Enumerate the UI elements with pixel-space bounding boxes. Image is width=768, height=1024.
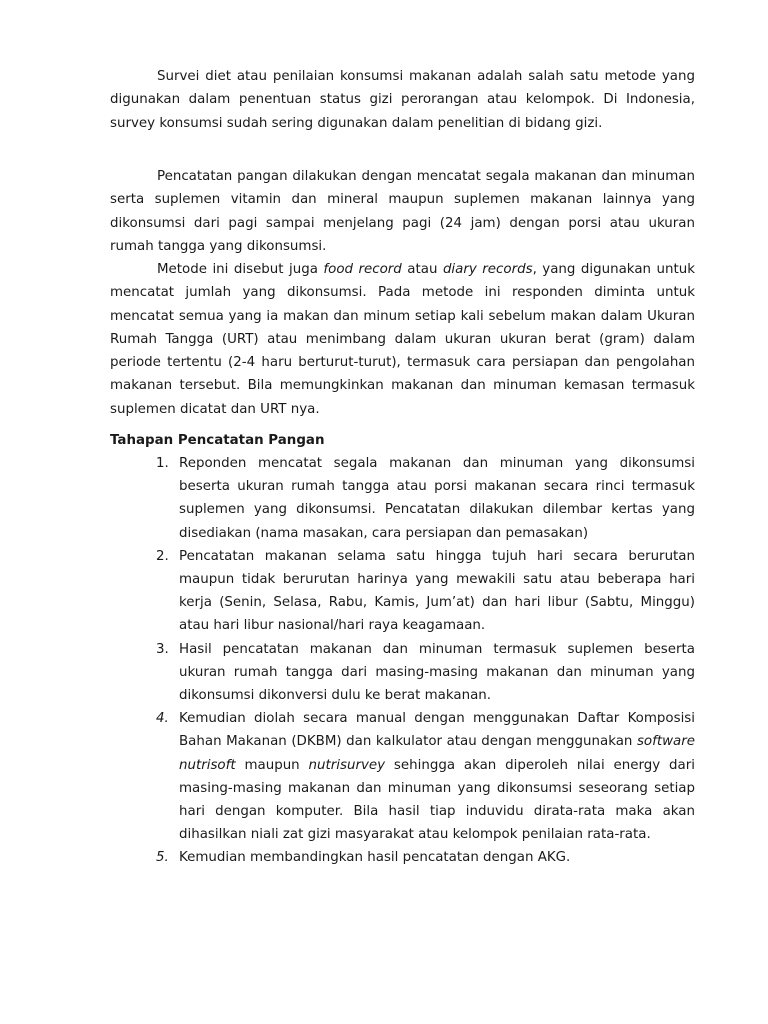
paragraph-method — [110, 258, 695, 421]
text-run: , yang digunakan untuk mencatat jumlah yang dikonsumsi. Pada metode ini responden diminta untuk mencatat semua yang ia makan dan minum setiap kali sebelum makan dalam Ukuran Rumah Tangga (URT) atau menimbang dalam ukuran ukuran berat (gram) dalam periode tertentu (2-4 haru berturut-turut), termasuk cara persiapan dan pengolahan makanan tersebut. Bila memungkinkan makanan dan minuman kemasan termasuk suplemen dicatat dan URT nya. — [110, 262, 695, 417]
italic-term-software: software nutrisoft — [179, 734, 695, 773]
list-item-text: Kemudian membandingkan hasil pencatatan dengan AKG. — [179, 850, 571, 866]
list-number: 4. — [156, 711, 169, 727]
paragraph-food-recording — [110, 165, 695, 258]
list-number: 1. — [156, 456, 169, 471]
text-run: maupun — [235, 757, 309, 773]
paragraph-intro — [110, 65, 695, 135]
text-run: sehingga akan diperoleh nilai energy dari masing-masing makanan dan minuman yang dikonsumsi seseorang setiap hari dengan komputer. Bila hasil tiap induvidu dirata-rata maka akan dihasilkan niali zat gizi masyarakat atau kelompok penilaian rata-rata. — [179, 757, 695, 843]
list-item — [110, 452, 695, 545]
list-item — [110, 638, 695, 708]
list-item-text: Hasil pencatatan makanan dan minuman termasuk suplemen beserta ukuran rumah tangga dari masing-masing makanan dan minuman yang dikonsumsi dikonversi dulu ke berat makanan. — [179, 641, 695, 704]
list-item — [110, 707, 695, 846]
list-item — [110, 545, 695, 638]
list-number: 3. — [156, 641, 169, 657]
list-item-text: Reponden mencatat segala makanan dan minuman yang dikonsumsi beserta ukuran rumah tangga atau porsi makanan secara rinci termasuk suplemen yang dikonsumsi. Pencatatan dilakukan dilembar kertas yang disediakan (nama masakan, cara persiapan dan pemasakan) — [179, 456, 695, 541]
list-number: 2. — [156, 548, 169, 564]
list-item-text: Pencatatan makanan selama satu hingga tujuh hari secara berurutan maupun tidak berurutan harinya yang mewakili satu atau beberapa hari kerja (Senin, Selasa, Rabu, Kamis, Jum’at) dan hari libur (Sabtu, Minggu) atau hari libur nasional/hari raya keagamaan. — [179, 548, 695, 634]
italic-term-food-record: food record — [323, 262, 402, 277]
italic-term-diary-records: diary records — [442, 262, 533, 277]
list-number: 5. — [156, 850, 169, 866]
text-run: atau — [401, 262, 443, 277]
italic-term-nutrisurvey: nutrisurvey — [308, 757, 386, 773]
list-item — [110, 846, 695, 869]
text-run: Kemudian diolah secara manual dengan menggunakan Daftar Komposisi Bahan Makanan (DKBM) dan kalkulator atau dengan menggunakan — [179, 711, 695, 750]
paragraph-text: Survei diet atau penilaian konsumsi makanan adalah salah satu metode yang digunakan dalam penentuan status gizi perorangan atau kelompok. Di Indonesia, survey konsumsi sudah sering digunakan dalam penelitian di bidang gizi. — [110, 69, 695, 131]
text-run: Metode ini disebut juga — [157, 262, 324, 277]
list-item-text — [179, 707, 695, 846]
paragraph-text — [110, 258, 695, 421]
section-heading: Tahapan Pencatatan Pangan — [110, 433, 325, 448]
paragraph-text: Pencatatan pangan dilakukan dengan mencatat segala makanan dan minuman serta suplemen vitamin dan mineral maupun suplemen makanan lainnya yang dikonsumsi dari pagi sampai menjelang pagi (24 jam) dengan porsi atau ukuran rumah tangga yang dikonsumsi. — [110, 169, 695, 254]
steps-list — [110, 452, 695, 870]
